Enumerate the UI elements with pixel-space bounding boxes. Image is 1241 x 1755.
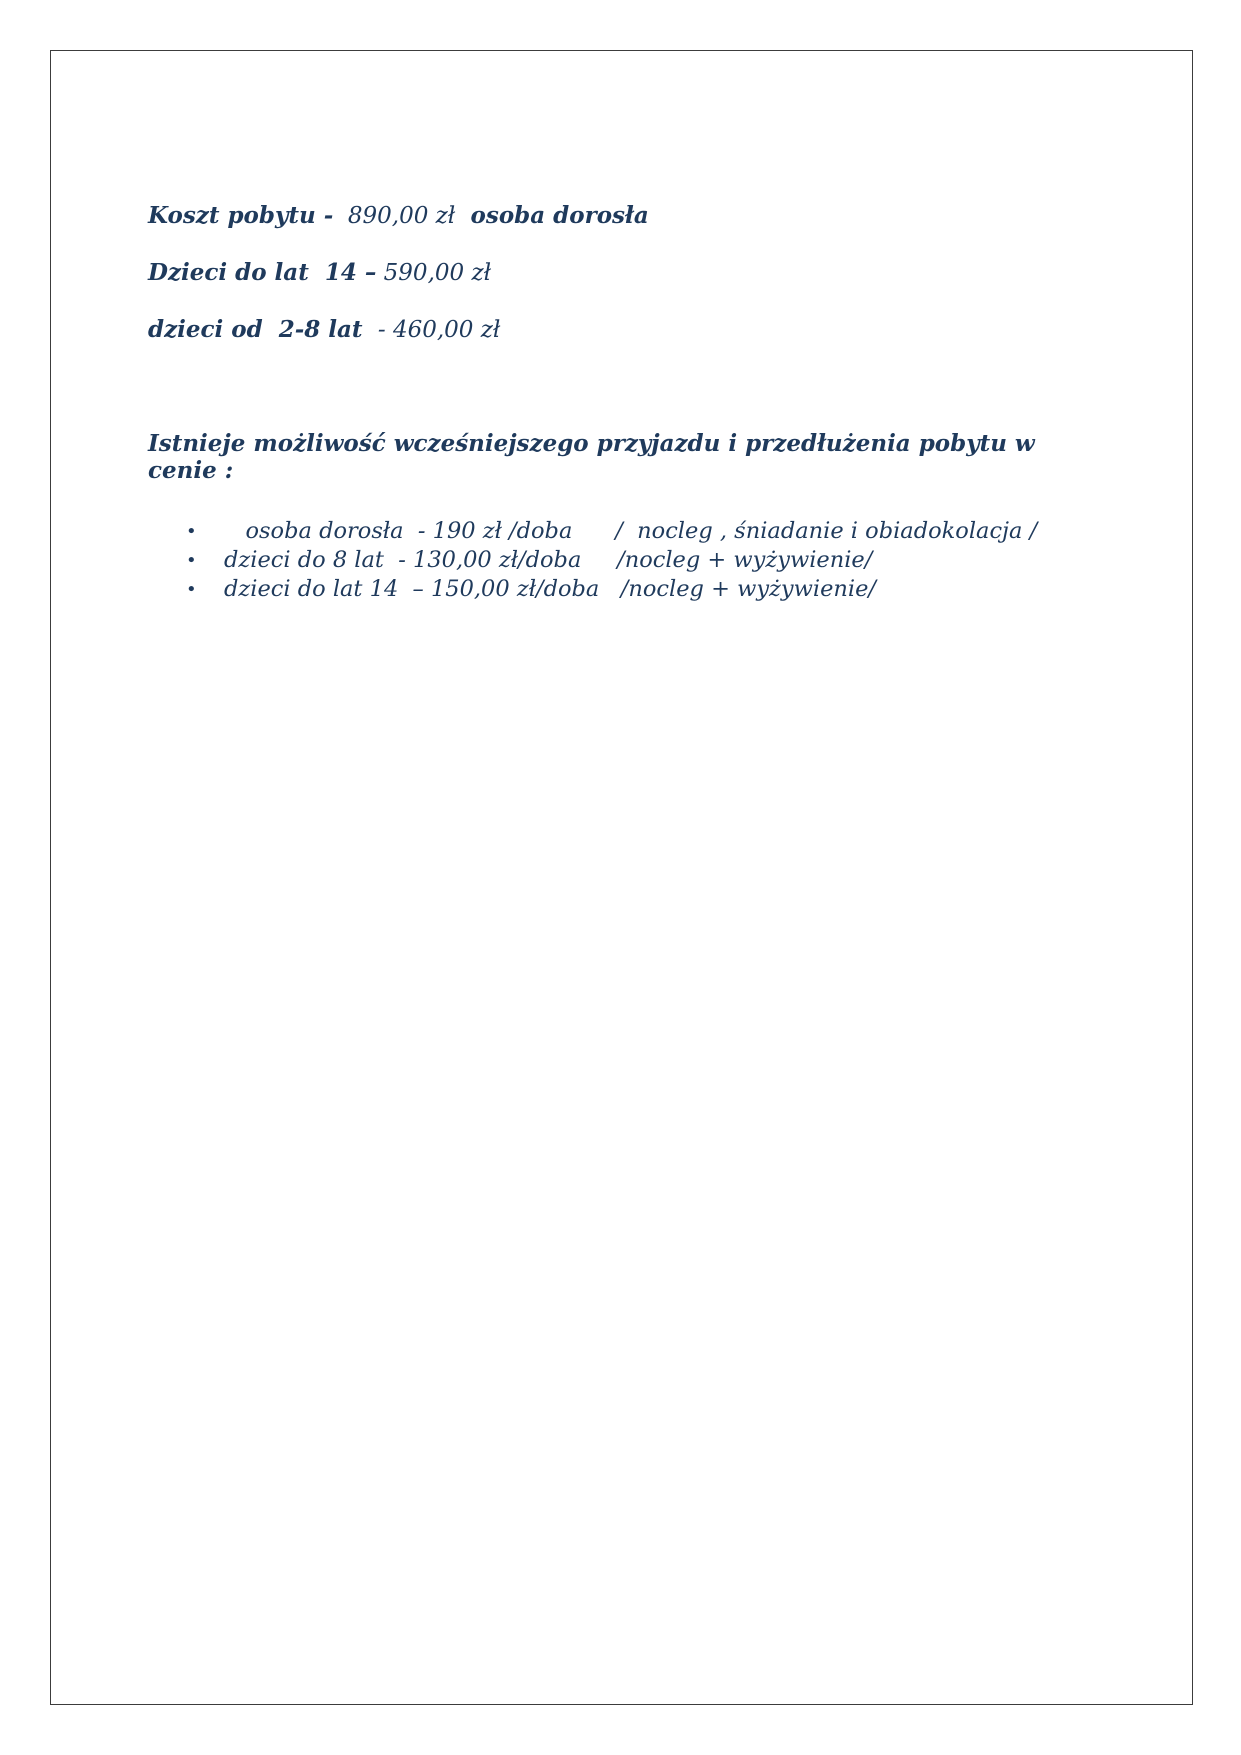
extension-price-list [148, 517, 1088, 604]
price-adult-suffix: osoba dorosła [462, 202, 649, 229]
list-item-text: dzieci do lat 14 – 150,00 zł/doba /nocleg + wyżywienie/ [224, 576, 876, 602]
price-children-2-8-label: dzieci od 2-8 lat [148, 316, 371, 343]
price-children-14-value: 590,00 zł [376, 260, 492, 286]
list-item [186, 575, 1088, 604]
document-content [148, 200, 1088, 604]
price-adult-label: Koszt pobytu - [148, 202, 334, 229]
list-item [186, 517, 1088, 546]
list-item-text: dzieci do 8 lat - 130,00 zł/doba /nocleg + wyżywienie/ [224, 547, 873, 573]
list-item-text: osoba dorosła - 190 zł /doba / nocleg , śniadanie i obiadokolacja / [224, 518, 1038, 544]
price-children-14 [148, 257, 1088, 289]
bullet-icon: • [186, 521, 197, 542]
price-children-14-label: Dzieci do lat 14 – [148, 259, 377, 286]
price-adult [148, 200, 1088, 232]
extension-heading: Istnieje możliwość wcześniejszego przyjazdu i przedłużenia pobytu w cenie : [148, 430, 1035, 484]
price-children-2-8 [148, 314, 1088, 346]
bullet-icon: • [186, 550, 197, 571]
list-item [186, 546, 1088, 575]
price-children-2-8-value: - 460,00 zł [370, 317, 501, 343]
price-adult-value: 890,00 zł [333, 203, 463, 229]
bullet-icon: • [186, 579, 197, 600]
